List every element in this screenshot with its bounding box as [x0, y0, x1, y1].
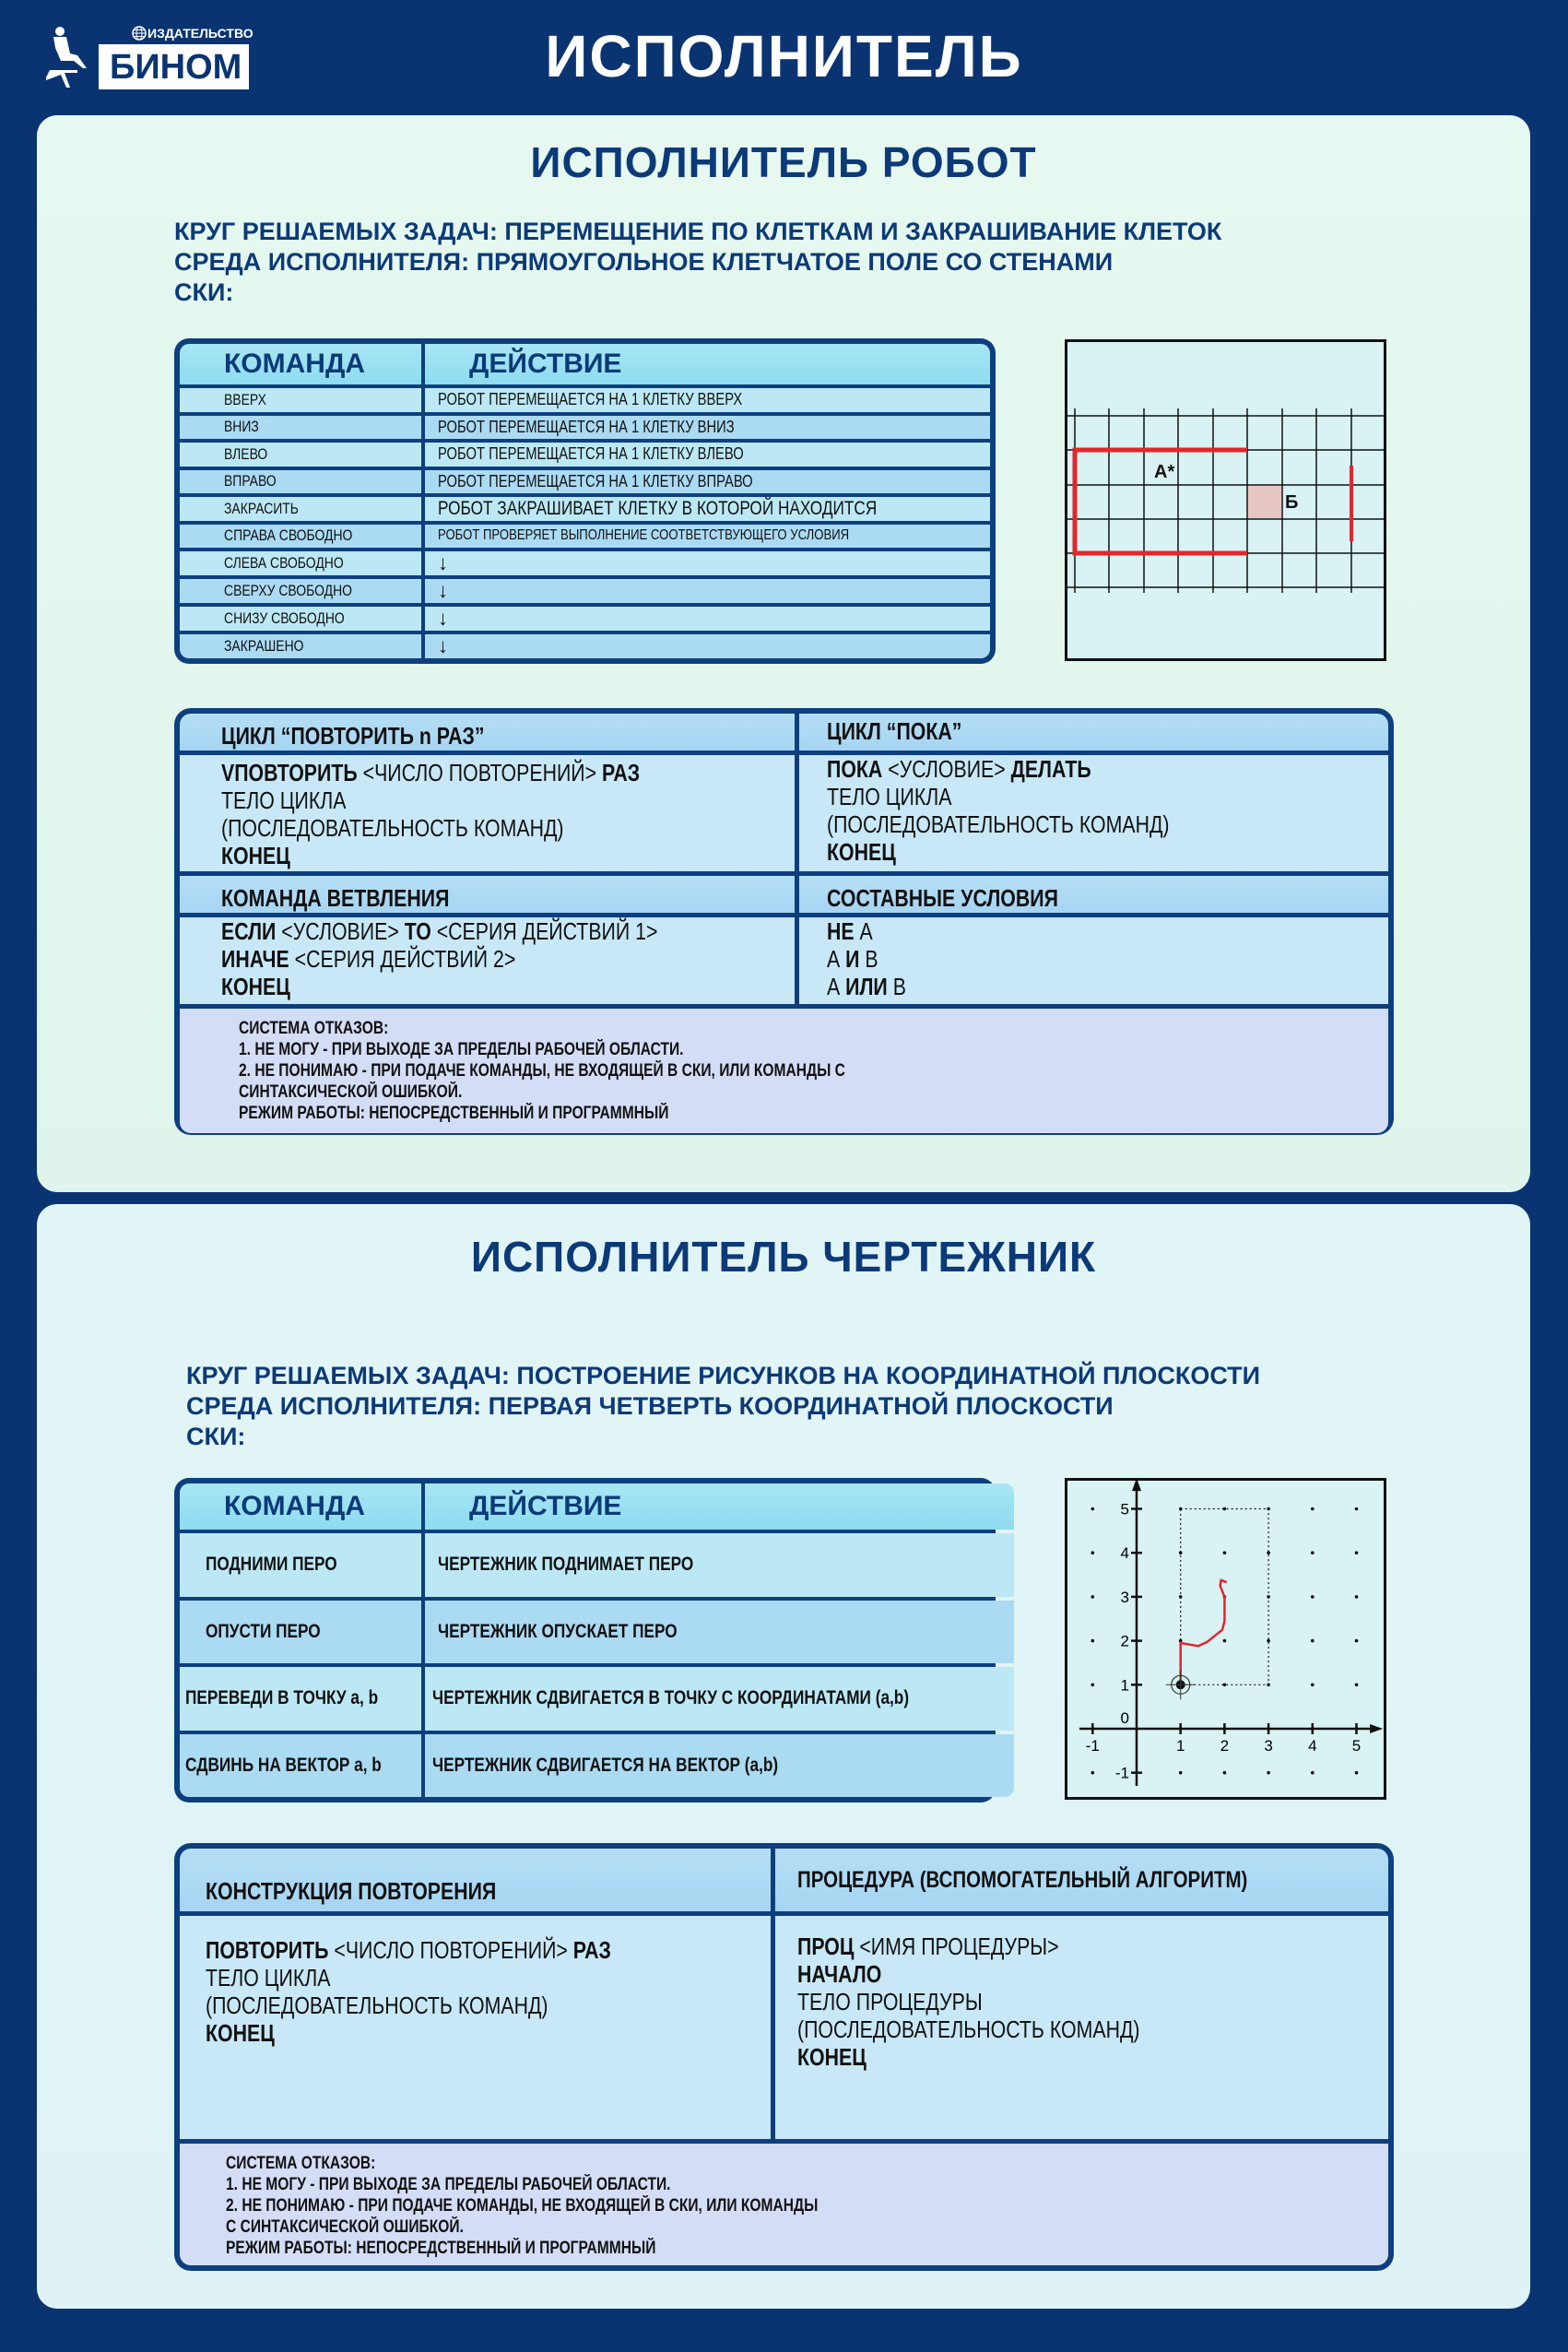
- column-header-action: ДЕЙСТВИЕ: [425, 1483, 1014, 1530]
- table-cell-command: СЛЕВА СВОБОДНО: [180, 551, 421, 575]
- table-cell-command: ПОДНИМИ ПЕРО: [180, 1533, 421, 1597]
- x-tick-label: -1: [1085, 1737, 1100, 1755]
- refusal-system: СИСТЕМА ОТКАЗОВ: 1. НЕ МОГУ - ПРИ ВЫХОДЕ ЗА ПРЕДЕЛЫ РАБОЧЕЙ ОБЛАСТИ. 2. НЕ ПОНИМАЮ - ПРИ ПОДАЧЕ КОМАНДЫ, НЕ ВХОДЯЩЕЙ В СКИ, ИЛИ КОМАНДЫ С СИНТАКСИЧЕСКОЙ ОШИБКОЙ. РЕЖИМ РАБОТЫ: НЕПОСРЕДСТВЕННЫЙ И ПРОГРАММНЫЙ: [180, 1009, 1388, 1133]
- compound-conditions-title: СОСТАВНЫЕ УСЛОВИЯ: [827, 884, 1059, 912]
- table-cell-command: СПРАВА СВОБОДНО: [180, 525, 421, 549]
- repeat-body: ПОВТОРИТЬ <ЧИСЛО ПОВТОРЕНИЙ> РАЗ ТЕЛО ЦИКЛА (ПОСЛЕДОВАТЕЛЬНОСТЬ КОМАНД) КОНЕЦ: [180, 1916, 771, 2139]
- table-cell-command: ЗАКРАШЕНО: [180, 634, 421, 658]
- loop-n-body: VПОВТОРИТЬ <ЧИСЛО ПОВТОРЕНИЙ> РАЗ ТЕЛО ЦИКЛА (ПОСЛЕДОВАТЕЛЬНОСТЬ КОМАНД) КОНЕЦ: [180, 755, 795, 871]
- grid-dot: [1311, 1639, 1315, 1643]
- table-cell-command: ОПУСТИ ПЕРО: [180, 1601, 421, 1664]
- robot-commands-table: [174, 338, 996, 664]
- repeat-title: КОНСТРУКЦИЯ ПОВТОРЕНИЯ: [206, 1877, 497, 1905]
- procedure-title: ПРОЦЕДУРА (ВСПОМОГАТЕЛЬНЫЙ АЛГОРИТМ): [797, 1866, 1248, 1893]
- env-label: СРЕДА ИСПОЛНИТЕЛЯ:: [174, 248, 470, 276]
- branch-title: КОМАНДА ВЕТВЛЕНИЯ: [221, 884, 450, 912]
- table-cell-command: ВЛЕВО: [180, 443, 421, 467]
- grid-dot: [1223, 1771, 1227, 1775]
- grid-dot: [1223, 1639, 1227, 1643]
- arrow-down-icon: ↓: [438, 551, 448, 574]
- table-cell-action: РОБОТ ЗАКРАШИВАЕТ КЛЕТКУ В КОТОРОЙ НАХОДИТСЯ: [438, 497, 878, 519]
- grid-dot: [1091, 1684, 1095, 1687]
- y-tick-label: 0: [1120, 1709, 1129, 1727]
- table-cell-action: ЧЕРТЕЖНИК ПОДНИМАЕТ ПЕРО: [438, 1554, 694, 1576]
- coordinate-plane-svg: [1067, 1481, 1384, 1797]
- ski-label: СКИ:: [186, 1423, 246, 1450]
- grid-dot: [1179, 1771, 1183, 1775]
- cell-label-a: А*: [1154, 462, 1175, 482]
- table-cell-action: РОБОТ ПЕРЕМЕЩАЕТСЯ НА 1 КЛЕТКУ ВВЕРХ: [438, 390, 743, 409]
- robot-algorithm-box: [174, 708, 1394, 1135]
- env-label: СРЕДА ИСПОЛНИТЕЛЯ:: [186, 1392, 482, 1420]
- grid-dot: [1355, 1684, 1359, 1687]
- env-value: ПЕРВАЯ ЧЕТВЕРТЬ КООРДИНАТНОЙ ПЛОСКОСТИ: [488, 1392, 1114, 1420]
- grid-dot: [1355, 1639, 1359, 1643]
- table-cell-action: РОБОТ ПЕРЕМЕЩАЕТСЯ НА 1 КЛЕТКУ ВЛЕВО: [438, 444, 744, 464]
- drawer-title: ИСПОЛНИТЕЛЬ ЧЕРТЕЖНИК: [470, 1233, 1097, 1281]
- loop-n-title: ЦИКЛ “ПОВТОРИТЬ n РАЗ”: [221, 722, 485, 750]
- grid-dot: [1311, 1771, 1315, 1775]
- env-value: ПРЯМОУГОЛЬНОЕ КЛЕТЧАТОЕ ПОЛЕ СО СТЕНАМИ: [476, 248, 1114, 276]
- grid-dot: [1223, 1551, 1227, 1554]
- x-tick-label: 2: [1220, 1737, 1230, 1755]
- x-axis-arrow-icon: [1370, 1724, 1383, 1733]
- column-header-action: ДЕЙСТВИЕ: [425, 344, 990, 384]
- robot-grid: [1067, 342, 1384, 658]
- x-tick-label: 1: [1175, 1737, 1185, 1755]
- grid-dot: [1267, 1771, 1270, 1775]
- table-cell-command: СДВИНЬ НА ВЕКТОР a, b: [180, 1734, 421, 1798]
- table-cell-command: ВВЕРХ: [180, 388, 421, 412]
- grid-dot: [1355, 1595, 1359, 1599]
- grid-dot: [1355, 1551, 1359, 1554]
- arrow-down-icon: ↓: [438, 634, 448, 657]
- grid-dot: [1091, 1507, 1095, 1511]
- table-cell-command: ВНИЗ: [180, 416, 421, 440]
- grid-dot: [1091, 1551, 1095, 1554]
- y-tick-label: 3: [1120, 1588, 1129, 1606]
- robot-field: [1065, 339, 1386, 661]
- y-tick-label: 4: [1120, 1544, 1129, 1563]
- y-tick-label: 5: [1120, 1500, 1129, 1519]
- refusal-system: СИСТЕМА ОТКАЗОВ: 1. НЕ МОГУ - ПРИ ВЫХОДЕ ЗА ПРЕДЕЛЫ РАБОЧЕЙ ОБЛАСТИ. 2. НЕ ПОНИМАЮ - ПРИ ПОДАЧЕ КОМАНДЫ, НЕ ВХОДЯЩЕЙ В СКИ, ИЛИ КОМАНДЫ С СИНТАКСИЧЕСКОЙ ОШИБКОЙ. РЕЖИМ РАБОТЫ: НЕПОСРЕДСТВЕННЫЙ И ПРОГРАММНЫЙ: [180, 2144, 1388, 2265]
- page-title: ИСПОЛНИТЕЛЬ: [545, 23, 1023, 89]
- table-cell-command: СНИЗУ СВОБОДНО: [180, 607, 421, 631]
- table-cell-action: ЧЕРТЕЖНИК СДВИГАЕТСЯ В ТОЧКУ С КООРДИНАТАМИ (a,b): [432, 1687, 910, 1709]
- tasks-label: КРУГ РЕШАЕМЫХ ЗАДАЧ:: [174, 218, 498, 245]
- drawer-algorithm-box: [174, 1843, 1394, 2271]
- table-cell-action: ЧЕРТЕЖНИК ОПУСКАЕТ ПЕРО: [438, 1620, 678, 1642]
- publisher-label: ИЗДАТЕЛЬСТВО: [147, 26, 253, 41]
- drawer-description: [186, 1361, 1260, 1452]
- grid-dot: [1091, 1595, 1095, 1599]
- robot-title: ИСПОЛНИТЕЛЬ РОБОТ: [530, 138, 1037, 186]
- table-cell-action: ЧЕРТЕЖНИК СДВИГАЕТСЯ НА ВЕКТОР (a,b): [432, 1754, 779, 1776]
- y-axis-arrow-icon: [1132, 1481, 1141, 1491]
- x-tick-label: 3: [1264, 1737, 1273, 1755]
- grid-dot: [1311, 1551, 1315, 1554]
- while-body: ПОКА <УСЛОВИЕ> ДЕЛАТЬ ТЕЛО ЦИКЛА (ПОСЛЕДОВАТЕЛЬНОСТЬ КОМАНД) КОНЕЦ: [799, 755, 1388, 871]
- column-header-command: КОМАНДА: [180, 1483, 421, 1530]
- drawer-commands-table: [174, 1478, 996, 1802]
- drawn-path: [1181, 1580, 1227, 1685]
- table-cell-command: ЗАКРАСИТЬ: [180, 497, 421, 521]
- procedure-body: ПРОЦ <ИМЯ ПРОЦЕДУРЫ> НАЧАЛО ТЕЛО ПРОЦЕДУРЫ (ПОСЛЕДОВАТЕЛЬНОСТЬ КОМАНД) КОНЕЦ: [775, 1916, 1388, 2139]
- column-header-command: КОМАНДА: [180, 344, 421, 384]
- logo-name: БИНОМ: [110, 48, 242, 87]
- y-tick-label: 1: [1120, 1676, 1129, 1695]
- ski-label: СКИ:: [174, 278, 234, 306]
- table-cell-action: РОБОТ ПРОВЕРЯЕТ ВЫПОЛНЕНИЕ СООТВЕТСТВУЮЩЕГО УСЛОВИЯ: [438, 527, 850, 544]
- robot-description: [174, 217, 1221, 308]
- y-tick-label: 2: [1120, 1632, 1129, 1650]
- branch-body: ЕСЛИ <УСЛОВИЕ> ТО <СЕРИЯ ДЕЙСТВИЙ 1> ИНАЧЕ <СЕРИЯ ДЕЙСТВИЙ 2> КОНЕЦ: [180, 917, 795, 1004]
- conditions-body: НЕ А А И В А ИЛИ В: [799, 917, 1388, 1004]
- tasks-label: КРУГ РЕШАЕМЫХ ЗАДАЧ:: [186, 1362, 510, 1389]
- grid-dot: [1311, 1507, 1315, 1511]
- table-cell-action: РОБОТ ПЕРЕМЕЩАЕТСЯ НА 1 КЛЕТКУ ВПРАВО: [438, 471, 753, 490]
- grid-dot: [1311, 1595, 1315, 1599]
- table-cell-action: РОБОТ ПЕРЕМЕЩАЕТСЯ НА 1 КЛЕТКУ ВНИЗ: [438, 417, 735, 436]
- y-tick-label: -1: [1114, 1764, 1129, 1782]
- while-title: ЦИКЛ “ПОКА”: [827, 717, 962, 745]
- cell-label-b: Б: [1285, 492, 1299, 513]
- table-cell-command: ВПРАВО: [180, 470, 421, 494]
- table-cell-command: СВЕРХУ СВОБОДНО: [180, 579, 421, 603]
- tasks-value: ПОСТРОЕНИЕ РИСУНКОВ НА КООРДИНАТНОЙ ПЛОСКОСТИ: [516, 1362, 1261, 1389]
- grid-dot: [1311, 1684, 1315, 1687]
- grid-dot: [1355, 1771, 1359, 1775]
- grid-dot: [1091, 1771, 1095, 1775]
- grid-dot: [1091, 1639, 1095, 1643]
- grid-dot: [1355, 1507, 1359, 1511]
- coordinate-plane: [1065, 1478, 1386, 1800]
- grid-dot: [1267, 1639, 1270, 1643]
- painted-cell: [1248, 486, 1281, 518]
- tasks-value: ПЕРЕМЕЩЕНИЕ ПО КЛЕТКАМ И ЗАКРАШИВАНИЕ КЛЕТОК: [504, 218, 1222, 245]
- x-tick-label: 5: [1351, 1737, 1362, 1755]
- arrow-down-icon: ↓: [438, 607, 448, 630]
- table-cell-command: ПЕРЕВЕДИ В ТОЧКУ a, b: [180, 1667, 421, 1731]
- arrow-down-icon: ↓: [438, 579, 448, 602]
- x-tick-label: 4: [1308, 1737, 1317, 1755]
